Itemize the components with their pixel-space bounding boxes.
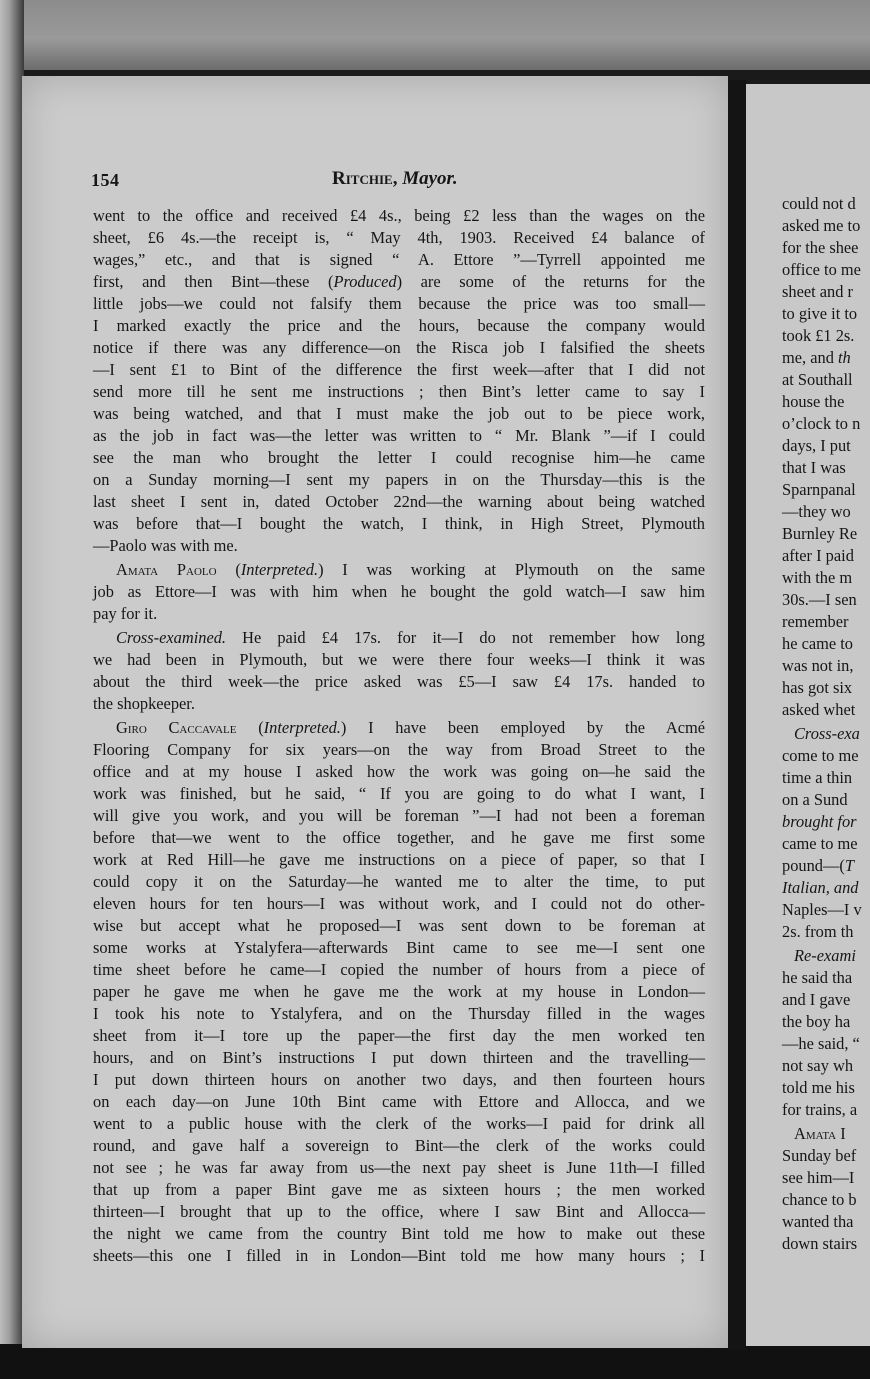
scan-top-strip bbox=[0, 0, 870, 70]
right-line: that I was bbox=[782, 458, 846, 477]
right-line: down stairs bbox=[782, 1234, 858, 1253]
right-line: came to me bbox=[782, 834, 858, 853]
text-run: He paid £4 17s. for it—I do not remember how long bbox=[226, 628, 705, 647]
text-line: I put down thirteen hours on another two days, and then fourteen hours bbox=[93, 1070, 705, 1089]
text-line: on a Sunday morning—I sent my papers in on the Thursday—this is the bbox=[93, 470, 705, 489]
right-line: Sunday bef bbox=[782, 1146, 857, 1165]
text-line: was before that—I bought the watch, I think, in High Street, Plymouth bbox=[93, 514, 705, 533]
text-line: Flooring Company for six years—on the way from Broad Street to the bbox=[93, 740, 705, 759]
text-line: I marked exactly the price and the hours, because the company would bbox=[93, 316, 705, 335]
running-head-name: Ritchie bbox=[332, 168, 393, 189]
text-line: wages,” etc., and that is signed “ A. Ettore ”—Tyrrell appointed me bbox=[93, 250, 705, 269]
right-line: office to me bbox=[782, 260, 861, 279]
right-line: days, I put bbox=[782, 436, 851, 455]
right-line: told me his bbox=[782, 1078, 855, 1097]
right-line: has got six bbox=[782, 678, 853, 697]
right-line: remember bbox=[782, 612, 849, 631]
text-line bbox=[116, 718, 705, 738]
running-head-separator: , bbox=[392, 168, 403, 189]
text-line: little jobs—we could not falsify them because the price was too small— bbox=[93, 294, 705, 313]
text-run: me, and bbox=[782, 348, 838, 367]
witness-name: Amata Paolo bbox=[116, 560, 217, 579]
text-line: about the third week—the price asked was £5—I saw £4 17s. handed to bbox=[93, 672, 705, 691]
right-line: 30s.—I sen bbox=[782, 590, 857, 609]
text-line: work was finished, but he said, “ If you are going to do what I want, I bbox=[93, 784, 705, 803]
right-line: Naples—I v bbox=[782, 900, 862, 919]
text-run: ) are some of the returns for the bbox=[396, 272, 705, 291]
text-line: send more till he sent me instructions ; then Bint’s letter came to say I bbox=[93, 382, 705, 401]
witness-name: Giro Caccavale bbox=[116, 718, 237, 737]
right-line: Sparnpanal bbox=[782, 480, 856, 499]
text-run-italic: th bbox=[837, 348, 851, 367]
running-head bbox=[332, 168, 458, 190]
right-line: time a thin bbox=[782, 768, 853, 787]
text-line bbox=[116, 560, 705, 580]
text-line: will give you work, and you will be foreman ”—I had not been a foreman bbox=[93, 806, 705, 825]
text-line: time sheet before he came—I copied the number of hours from a piece of bbox=[93, 960, 705, 979]
text-line: as the job in fact was—the letter was written to “ Mr. Blank ”—if I could bbox=[93, 426, 705, 445]
text-line: job as Ettore—I was with him when he bought the gold watch—I saw him bbox=[93, 582, 705, 601]
text-run: pound—( bbox=[782, 856, 845, 875]
text-line: sheet from it—I tore up the paper—the first day the men worked ten bbox=[93, 1026, 705, 1045]
right-line: come to me bbox=[782, 746, 859, 765]
text-line: hours, and on Bint’s instructions I put down thirteen and the travelling— bbox=[93, 1048, 705, 1067]
text-line: could copy it on the Saturday—he wanted me to alter the time, to put bbox=[93, 872, 705, 891]
produced-italic: Produced bbox=[333, 272, 397, 291]
right-line: Cross-exa bbox=[794, 724, 860, 743]
text-line: work at Red Hill—he gave me instructions on a piece of paper, so that I bbox=[93, 850, 705, 869]
right-line: wanted tha bbox=[782, 1212, 854, 1231]
text-line: the night we came from the country Bint told me how to make out these bbox=[93, 1224, 705, 1243]
text-run-italic: T bbox=[844, 856, 854, 875]
text-line: —I sent £1 to Bint of the difference the first week—after that I did not bbox=[93, 360, 705, 379]
running-head-title: Mayor. bbox=[402, 168, 458, 189]
right-line: he said tha bbox=[782, 968, 853, 987]
right-line: o’clock to n bbox=[782, 414, 861, 433]
text-line: —Paolo was with me. bbox=[93, 536, 238, 555]
text-run: first, and then Bint—these ( bbox=[93, 272, 334, 291]
text-line: before that—we went to the office together, and he gave me first some bbox=[93, 828, 705, 847]
text-line: paper he gave me when he gave me the work at my house in London— bbox=[93, 982, 705, 1001]
interpreted-italic: Interpreted. bbox=[240, 560, 319, 579]
text-line: last sheet I sent in, dated October 22nd—the warning about being watched bbox=[93, 492, 705, 511]
right-line: the boy ha bbox=[782, 1012, 851, 1031]
text-line: the shopkeeper. bbox=[93, 694, 195, 713]
right-line: asked whet bbox=[782, 700, 856, 719]
right-line: sheet and r bbox=[782, 282, 853, 301]
text-run: ( bbox=[216, 560, 241, 579]
book-gutter bbox=[728, 80, 746, 1350]
text-line bbox=[93, 272, 705, 292]
right-line: with the m bbox=[782, 568, 853, 587]
right-line: and I gave bbox=[782, 990, 851, 1009]
right-line: was not in, bbox=[782, 656, 854, 675]
text-line: sheets—this one I filled in in London—Bint told me how many hours ; I bbox=[93, 1246, 705, 1265]
right-line: Italian, and bbox=[782, 878, 859, 897]
text-line bbox=[116, 628, 705, 648]
text-line: office and at my house I asked how the work was going on—he said the bbox=[93, 762, 705, 781]
text-line: pay for it. bbox=[93, 604, 158, 623]
right-line: for trains, a bbox=[782, 1100, 858, 1119]
text-line: on each day—on June 10th Bint came with Ettore and Allocca, and we bbox=[93, 1092, 705, 1111]
text-line: I took his note to Ystalyfera, and on the Thursday filled in the wages bbox=[93, 1004, 705, 1023]
right-line: for the shee bbox=[782, 238, 859, 257]
right-line: brought for bbox=[782, 812, 857, 831]
text-line: see the man who brought the letter I could recognise him—he came bbox=[93, 448, 705, 467]
page-number: 154 bbox=[91, 170, 120, 190]
right-line: 2s. from th bbox=[782, 922, 854, 941]
text-line: thirteen—I brought that up to the office, where I saw Bint and Allocca— bbox=[93, 1202, 705, 1221]
right-line: —they wo bbox=[782, 502, 851, 521]
cross-examined-italic: Cross-examined. bbox=[116, 628, 227, 647]
right-line: house the bbox=[782, 392, 845, 411]
right-line: Re-exami bbox=[794, 946, 856, 965]
text-run: ( bbox=[236, 718, 264, 737]
right-line: on a Sund bbox=[782, 790, 848, 809]
right-line: —he said, “ bbox=[782, 1034, 860, 1053]
text-line: went to a public house with the clerk of the works—I paid for drink all bbox=[93, 1114, 705, 1133]
text-line: eleven hours for ten hours—I was without work, and I could not do other- bbox=[93, 894, 705, 913]
right-line: Burnley Re bbox=[782, 524, 858, 543]
right-line: after I paid bbox=[782, 546, 854, 565]
text-run: ) I have been employed by the Acmé bbox=[340, 718, 705, 737]
right-line: chance to b bbox=[782, 1190, 857, 1209]
text-line: sheet, £6 4s.—the receipt is, “ May 4th, 1903. Received £4 balance of bbox=[93, 228, 705, 247]
right-line: took £1 2s. bbox=[782, 326, 855, 345]
right-line: he came to bbox=[782, 634, 853, 653]
right-page-fragment bbox=[746, 84, 870, 1346]
right-line bbox=[782, 348, 851, 368]
right-line: see him—I bbox=[782, 1168, 855, 1187]
scan-left-edge bbox=[0, 0, 24, 1379]
text-line: went to the office and received £4 4s., being £2 less than the wages on the bbox=[93, 206, 705, 225]
right-line: not say wh bbox=[782, 1056, 854, 1075]
text-line: not see ; he was far away from us—the next pay sheet is June 11th—I filled bbox=[93, 1158, 705, 1177]
right-line bbox=[782, 856, 854, 876]
right-line: at Southall bbox=[782, 370, 853, 389]
text-line: round, and gave half a sovereign to Bint—the clerk of the works could bbox=[93, 1136, 705, 1155]
text-line: we had been in Plymouth, but we were there four weeks—I think it was bbox=[93, 650, 705, 669]
text-line: some works at Ystalyfera—afterwards Bint came to see me—I sent one bbox=[93, 938, 705, 957]
interpreted-italic: Interpreted. bbox=[263, 718, 341, 737]
text-line: that up from a paper Bint gave me as sixteen hours ; the men worked bbox=[93, 1180, 705, 1199]
text-line: was being watched, and that I must make the job out to be piece work, bbox=[93, 404, 705, 423]
text-run: ) I was working at Plymouth on the same bbox=[318, 560, 706, 579]
right-line: asked me to bbox=[782, 216, 861, 235]
text-line: wise but accept what he proposed—I was sent down to be foreman at bbox=[93, 916, 705, 935]
right-line: to give it to bbox=[782, 304, 858, 323]
right-line: could not d bbox=[782, 194, 856, 213]
text-line: notice if there was any difference—on the Risca job I falsified the sheets bbox=[93, 338, 705, 357]
right-line: Amata I bbox=[794, 1124, 846, 1143]
